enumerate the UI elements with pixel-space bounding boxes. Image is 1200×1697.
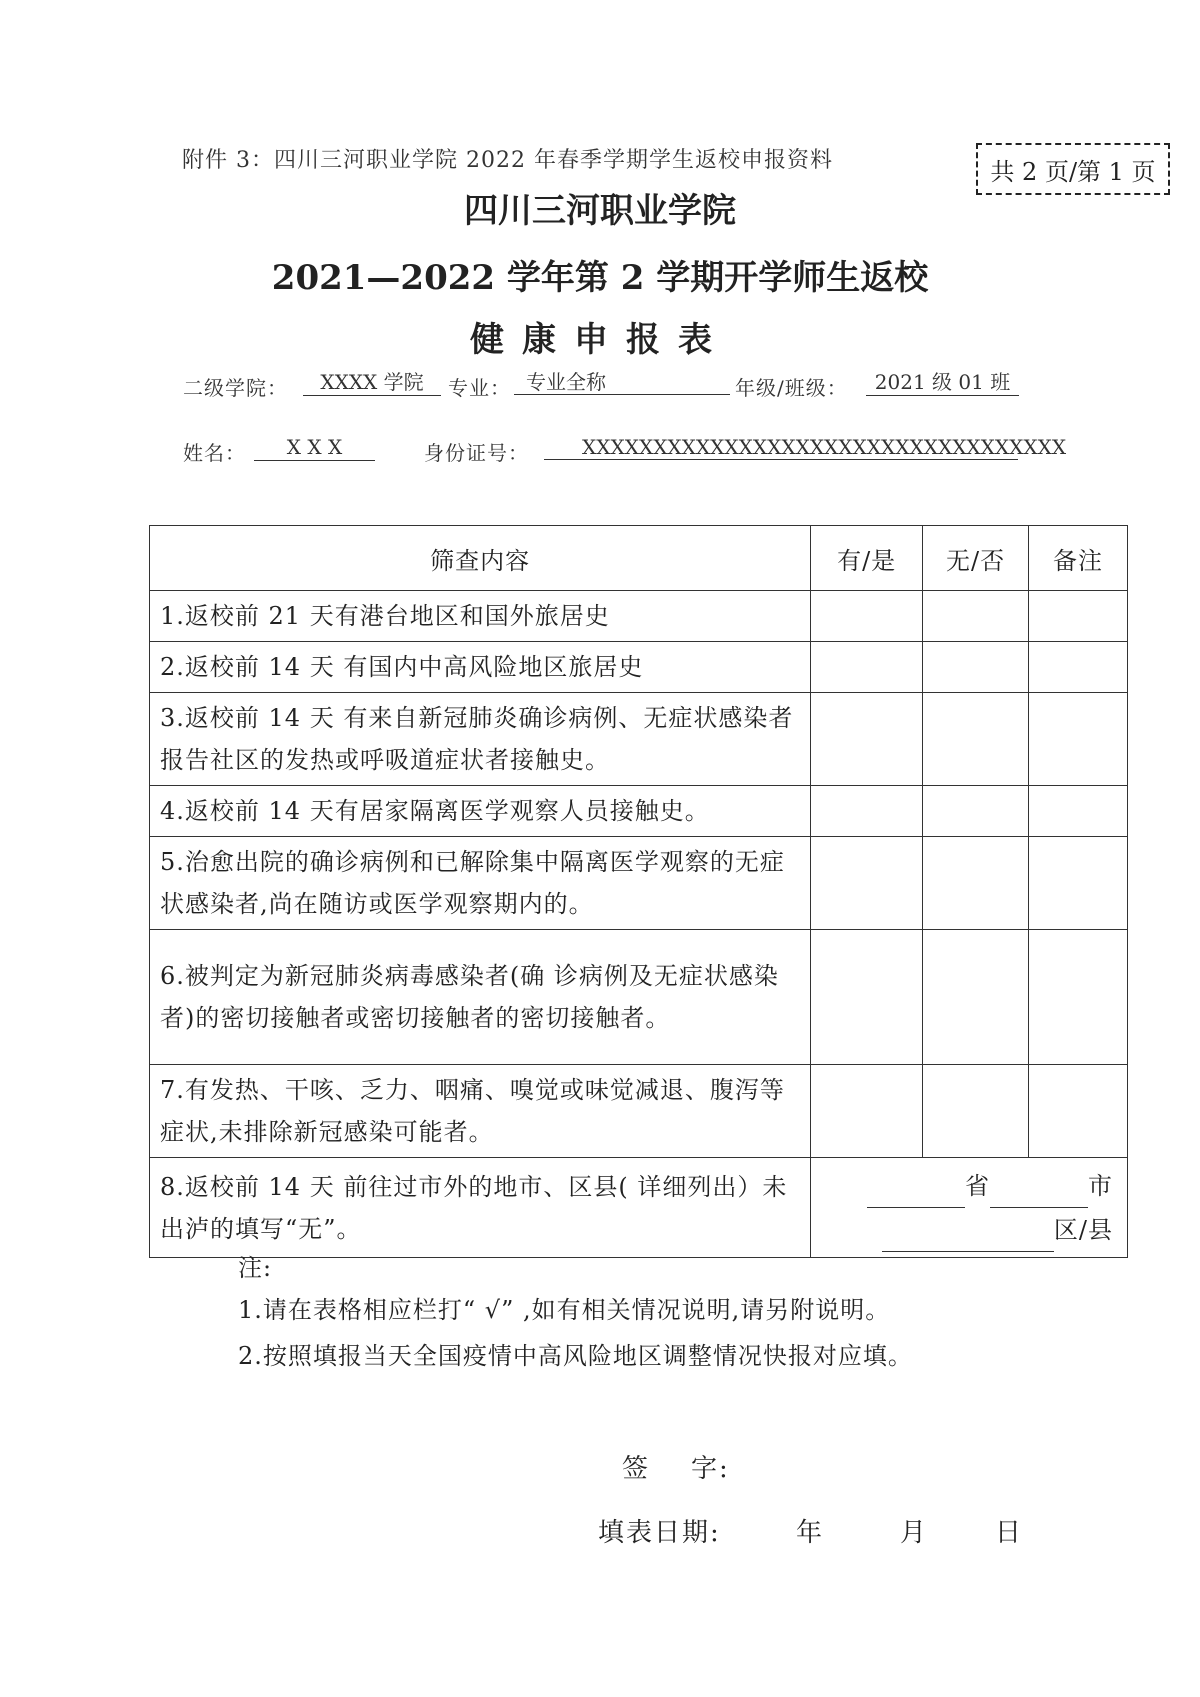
yes-cell[interactable] xyxy=(811,642,923,693)
notes-label: 注: xyxy=(238,1254,273,1282)
table-row xyxy=(150,693,1128,786)
city-label: 市 xyxy=(1088,1171,1113,1200)
class-label: 年级/班级： xyxy=(735,376,848,400)
id-field[interactable]: XXXXXXXXXXXXXXXXXXXXXXXXXXXXXXXXXX xyxy=(544,434,1018,460)
college-field[interactable]: XXXX 学院 xyxy=(303,369,441,396)
date-day[interactable]: 日 xyxy=(995,1518,1022,1548)
district-blank[interactable] xyxy=(882,1223,1054,1252)
remark-cell[interactable] xyxy=(1029,786,1128,837)
date-year[interactable]: 年 xyxy=(796,1518,823,1548)
table-header-row xyxy=(150,526,1128,591)
city-blank[interactable] xyxy=(990,1179,1088,1208)
question-8: 8.返校前 14 天 前往过市外的地市、区县( 详细列出）未出泸的填写“无”。 xyxy=(150,1158,811,1258)
location-cell xyxy=(811,1158,1128,1258)
header-yes: 有/是 xyxy=(811,526,923,591)
table-row xyxy=(150,930,1128,1065)
class-field[interactable]: 2021 级 01 班 xyxy=(866,369,1019,396)
question-5: 5.治愈出院的确诊病例和已解除集中隔离医学观察的无症状感染者,尚在随访或医学观察期内的。 xyxy=(150,837,811,930)
no-cell[interactable] xyxy=(923,930,1029,1065)
date-label: 填表日期: xyxy=(598,1518,721,1548)
table-row xyxy=(150,1065,1128,1158)
yes-cell[interactable] xyxy=(811,591,923,642)
no-cell[interactable] xyxy=(923,1065,1029,1158)
page-indicator: 共 2 页/第 1 页 xyxy=(976,143,1170,195)
header-remark: 备注 xyxy=(1029,526,1128,591)
question-7: 7.有发热、干咳、乏力、咽痛、嗅觉或味觉减退、腹泻等症状,未排除新冠感染可能者。 xyxy=(150,1065,811,1158)
remark-cell[interactable] xyxy=(1029,693,1128,786)
question-1: 1.返校前 21 天有港台地区和国外旅居史 xyxy=(150,591,811,642)
name-label: 姓名： xyxy=(183,441,246,465)
remark-cell[interactable] xyxy=(1029,642,1128,693)
title-semester: 2021—2022 学年第 2 学期开学师生返校 xyxy=(271,258,929,298)
no-cell[interactable] xyxy=(923,837,1029,930)
table-row xyxy=(150,837,1128,930)
table-row xyxy=(150,642,1128,693)
table-row xyxy=(150,591,1128,642)
note-2: 2.按照填报当天全国疫情中高风险地区调整情况快报对应填。 xyxy=(238,1342,913,1370)
title-form: 健康申报表 xyxy=(470,320,730,360)
question-2: 2.返校前 14 天 有国内中高风险地区旅居史 xyxy=(150,642,811,693)
remark-cell[interactable] xyxy=(1029,591,1128,642)
no-cell[interactable] xyxy=(923,786,1029,837)
no-cell[interactable] xyxy=(923,642,1029,693)
id-label: 身份证号： xyxy=(424,441,529,465)
yes-cell[interactable] xyxy=(811,1065,923,1158)
attachment-heading: 附件 3：四川三河职业学院 2022 年春季学期学生返校申报资料 xyxy=(182,148,833,173)
table-row xyxy=(150,1158,1128,1258)
question-3: 3.返校前 14 天 有来自新冠肺炎确诊病例、无症状感染者报告社区的发热或呼吸道症状者接触史。 xyxy=(150,693,811,786)
yes-cell[interactable] xyxy=(811,786,923,837)
header-no: 无/否 xyxy=(923,526,1029,591)
province-label: 省 xyxy=(965,1171,990,1200)
name-field[interactable]: X X X xyxy=(254,434,375,461)
district-label: 区/县 xyxy=(1053,1215,1113,1244)
question-6: 6.被判定为新冠肺炎病毒感染者(确 诊病例及无症状感染者)的密切接触者或密切接触者的密切接触者。 xyxy=(150,930,811,1065)
screening-table xyxy=(149,525,1128,1258)
yes-cell[interactable] xyxy=(811,930,923,1065)
remark-cell[interactable] xyxy=(1029,930,1128,1065)
signature-label: 签 字: xyxy=(622,1454,730,1484)
province-blank[interactable] xyxy=(867,1179,965,1208)
remark-cell[interactable] xyxy=(1029,837,1128,930)
header-content: 筛查内容 xyxy=(150,526,811,591)
note-1: 1.请在表格相应栏打“ √” ,如有相关情况说明,请另附说明。 xyxy=(238,1296,891,1324)
yes-cell[interactable] xyxy=(811,837,923,930)
table-row xyxy=(150,786,1128,837)
no-cell[interactable] xyxy=(923,591,1029,642)
no-cell[interactable] xyxy=(923,693,1029,786)
college-label: 二级学院： xyxy=(183,376,288,400)
title-institution: 四川三河职业学院 xyxy=(464,191,736,231)
remark-cell[interactable] xyxy=(1029,1065,1128,1158)
date-month[interactable]: 月 xyxy=(900,1518,927,1548)
major-label: 专业： xyxy=(448,376,511,400)
major-field[interactable]: 专业全称 xyxy=(514,369,730,395)
yes-cell[interactable] xyxy=(811,693,923,786)
question-4: 4.返校前 14 天有居家隔离医学观察人员接触史。 xyxy=(150,786,811,837)
